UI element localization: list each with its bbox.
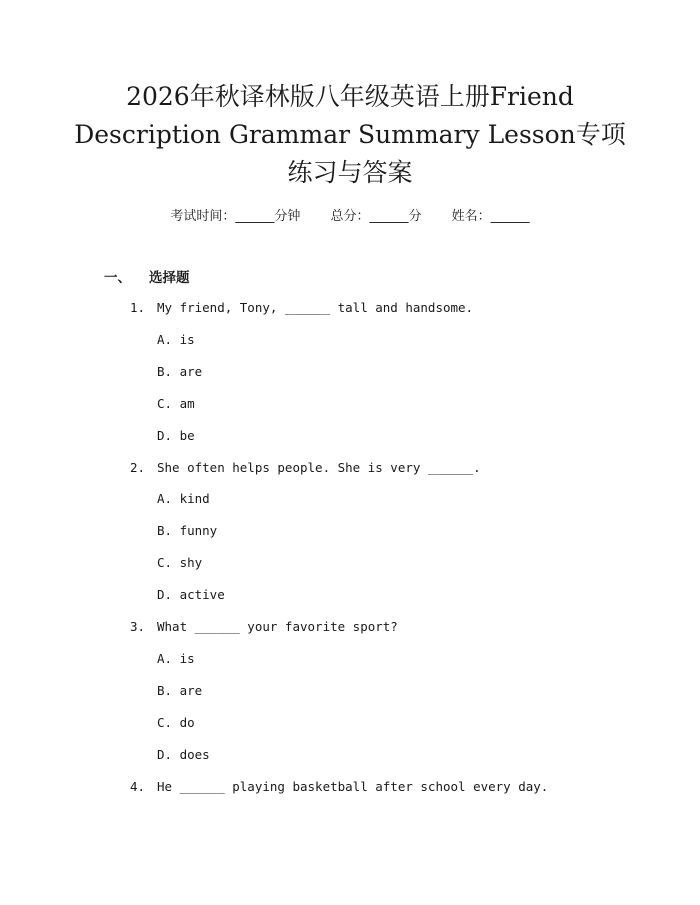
question-number: 1.	[130, 300, 146, 315]
section-heading	[104, 266, 190, 286]
option-b: B. funny	[157, 523, 218, 538]
student-name: 姓名：______	[451, 209, 530, 224]
title-line-3: 练习与答案	[287, 158, 413, 187]
title-line-1: 2026年秋译林版八年级英语上册Friend	[126, 82, 574, 111]
option-a: A. is	[157, 651, 195, 666]
section-title: 选择题	[149, 270, 190, 286]
title-line-2: Description Grammar Summary Lesson专项	[74, 120, 626, 149]
option-b: B. are	[157, 364, 203, 379]
question-number: 4.	[130, 779, 146, 794]
option-d: D. active	[157, 587, 225, 602]
question-number: 2.	[130, 460, 146, 475]
option-c: C. shy	[157, 555, 203, 570]
option-c: C. am	[157, 396, 195, 411]
question-text: She often helps people. She is very ______.	[157, 460, 481, 475]
question-text: What ______ your favorite sport?	[157, 619, 398, 634]
section-number: 一、	[104, 270, 131, 286]
question-text: He ______ playing basketball after school every day.	[157, 779, 549, 794]
document-title	[40, 78, 660, 192]
question-text: My friend, Tony, ______ tall and handsome.	[157, 300, 474, 315]
option-c: C. do	[157, 715, 195, 730]
option-a: A. is	[157, 332, 195, 347]
option-a: A. kind	[157, 491, 210, 506]
option-d: D. be	[157, 428, 195, 443]
total-score: 总分：______分	[330, 209, 422, 224]
option-d: D. does	[157, 747, 210, 762]
option-b: B. are	[157, 683, 203, 698]
question-number: 3.	[130, 619, 146, 634]
exam-info	[0, 205, 700, 224]
exam-time: 考试时间：______分钟	[170, 209, 301, 224]
